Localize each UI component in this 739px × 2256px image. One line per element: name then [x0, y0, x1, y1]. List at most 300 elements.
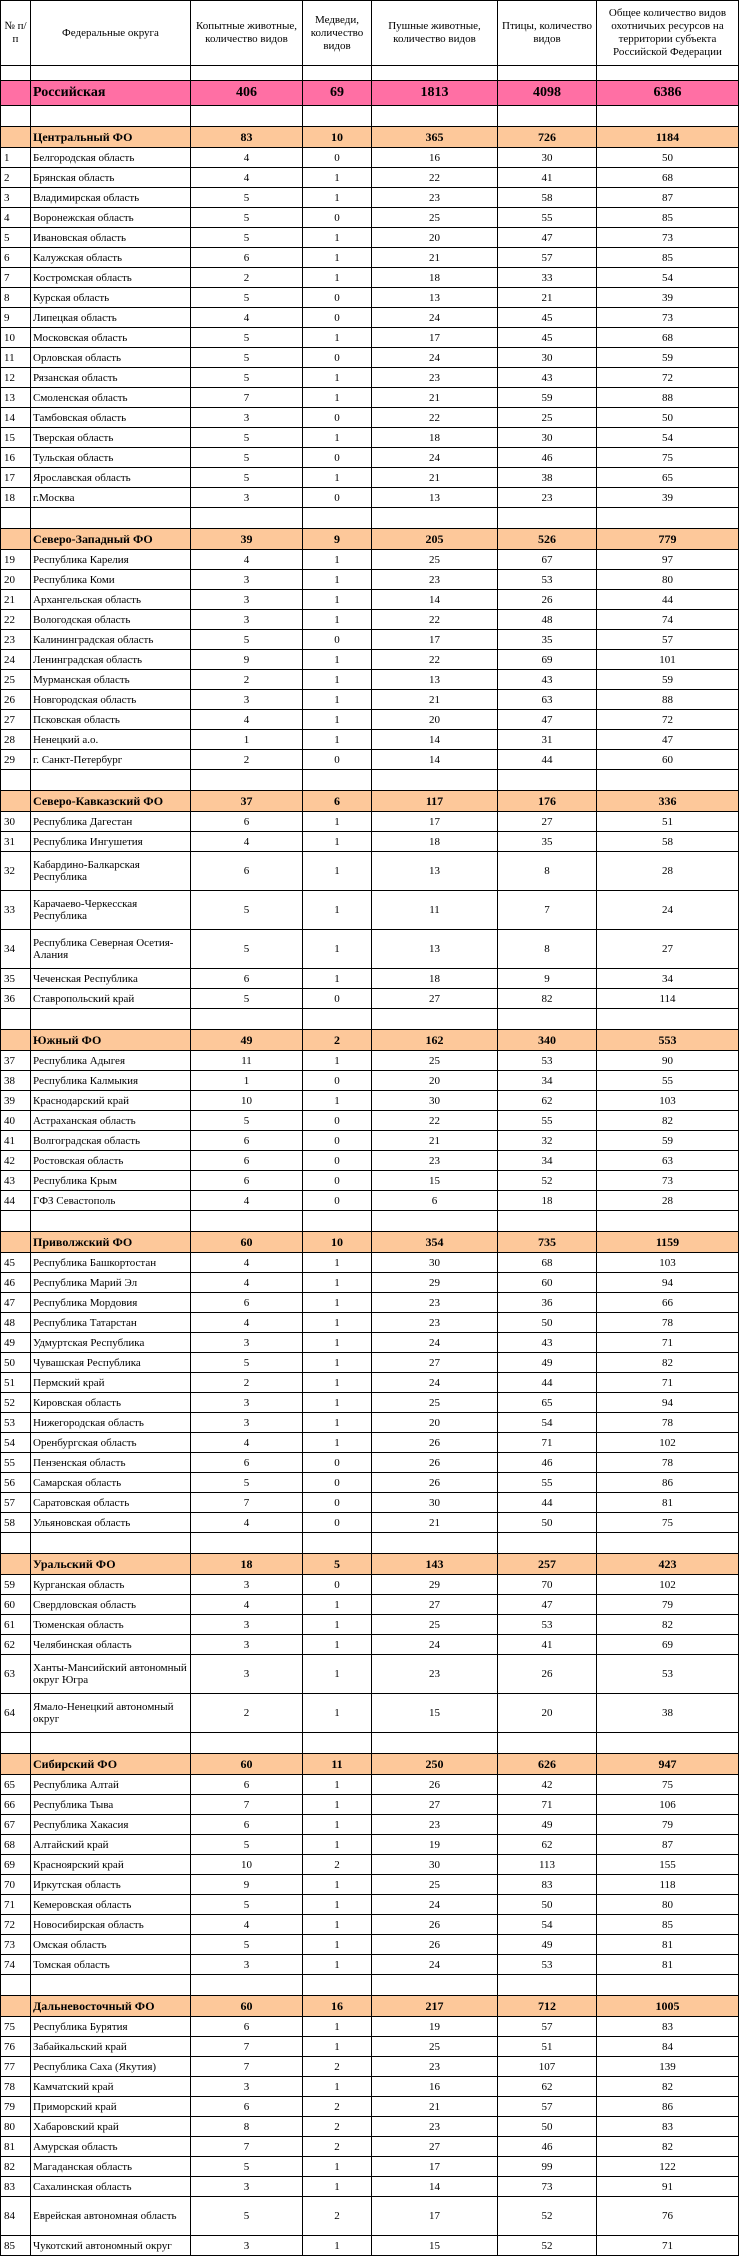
region-value: 24	[372, 308, 498, 328]
region-value: 54	[597, 268, 739, 288]
region-value: 49	[498, 1935, 597, 1955]
region-name: Республика Дагестан	[31, 812, 191, 832]
region-value: 74	[597, 610, 739, 630]
region-value: 13	[372, 488, 498, 508]
empty-cell	[303, 508, 372, 529]
region-name: Республика Татарстан	[31, 1313, 191, 1333]
region-row	[1, 2097, 739, 2117]
region-value: 4	[191, 308, 303, 328]
empty-cell	[372, 1009, 498, 1030]
district-value: 626	[498, 1754, 597, 1775]
region-value: 1	[303, 1433, 372, 1453]
row-number: 22	[1, 610, 31, 630]
region-value: 25	[372, 1875, 498, 1895]
district-value: 423	[597, 1554, 739, 1575]
region-value: 82	[597, 2077, 739, 2097]
region-name: Алтайский край	[31, 1835, 191, 1855]
district-value: 257	[498, 1554, 597, 1575]
region-value: 82	[498, 989, 597, 1009]
region-value: 20	[372, 710, 498, 730]
region-value: 1	[303, 610, 372, 630]
spacer-row	[1, 1009, 739, 1030]
region-value: 3	[191, 1635, 303, 1655]
region-value: 5	[191, 288, 303, 308]
empty-cell	[1, 127, 31, 148]
region-row	[1, 428, 739, 448]
region-value: 21	[372, 2097, 498, 2117]
empty-cell	[191, 508, 303, 529]
empty-cell	[498, 1975, 597, 1996]
region-value: 107	[498, 2057, 597, 2077]
region-row	[1, 590, 739, 610]
region-value: 3	[191, 408, 303, 428]
region-value: 1	[303, 812, 372, 832]
region-value: 1	[303, 590, 372, 610]
region-value: 34	[498, 1151, 597, 1171]
region-name: Пензенская область	[31, 1453, 191, 1473]
region-value: 4	[191, 1191, 303, 1211]
region-row	[1, 1333, 739, 1353]
region-row	[1, 1635, 739, 1655]
region-name: Республика Коми	[31, 570, 191, 590]
row-number: 38	[1, 1071, 31, 1091]
region-row	[1, 610, 739, 630]
row-number: 19	[1, 550, 31, 570]
region-value: 1	[303, 1915, 372, 1935]
region-value: 1	[303, 328, 372, 348]
region-value: 5	[191, 188, 303, 208]
region-value: 99	[498, 2157, 597, 2177]
region-name: Архангельская область	[31, 590, 191, 610]
region-value: 39	[597, 288, 739, 308]
district-value: 5	[303, 1554, 372, 1575]
empty-cell	[1, 1030, 31, 1051]
region-value: 0	[303, 448, 372, 468]
region-value: 22	[372, 168, 498, 188]
region-value: 5	[191, 2197, 303, 2236]
region-value: 82	[597, 1615, 739, 1635]
region-value: 71	[597, 1333, 739, 1353]
region-value: 4	[191, 148, 303, 168]
region-value: 4	[191, 832, 303, 852]
row-number: 37	[1, 1051, 31, 1071]
region-value: 75	[597, 1775, 739, 1795]
region-row	[1, 328, 739, 348]
region-name: Псковская область	[31, 710, 191, 730]
region-value: 49	[498, 1353, 597, 1373]
row-number: 3	[1, 188, 31, 208]
region-value: 36	[498, 1293, 597, 1313]
region-value: 3	[191, 1655, 303, 1694]
region-value: 55	[498, 208, 597, 228]
region-value: 1	[191, 1071, 303, 1091]
region-value: 6	[191, 248, 303, 268]
region-value: 5	[191, 1473, 303, 1493]
region-value: 41	[498, 168, 597, 188]
region-value: 25	[372, 208, 498, 228]
region-value: 34	[498, 1071, 597, 1091]
region-name: Рязанская область	[31, 368, 191, 388]
region-value: 23	[372, 1313, 498, 1333]
region-value: 50	[498, 1513, 597, 1533]
region-value: 27	[372, 1795, 498, 1815]
region-value: 3	[191, 488, 303, 508]
region-value: 0	[303, 348, 372, 368]
region-value: 1	[303, 1895, 372, 1915]
region-name: Республика Мордовия	[31, 1293, 191, 1313]
region-value: 1	[303, 1935, 372, 1955]
region-value: 54	[498, 1413, 597, 1433]
region-value: 24	[372, 1955, 498, 1975]
region-row	[1, 1071, 739, 1091]
region-value: 16	[372, 148, 498, 168]
district-value: 354	[372, 1232, 498, 1253]
empty-cell	[597, 1211, 739, 1232]
empty-cell	[597, 66, 739, 81]
region-row	[1, 1875, 739, 1895]
region-value: 4	[191, 1595, 303, 1615]
region-value: 87	[597, 1835, 739, 1855]
region-name: Белгородская область	[31, 148, 191, 168]
region-value: 6	[191, 2097, 303, 2117]
region-value: 72	[597, 368, 739, 388]
region-value: 31	[498, 730, 597, 750]
row-number: 24	[1, 650, 31, 670]
region-name: Брянская область	[31, 168, 191, 188]
empty-cell	[1, 1211, 31, 1232]
region-value: 0	[303, 1473, 372, 1493]
region-value: 80	[597, 570, 739, 590]
region-value: 3	[191, 1413, 303, 1433]
empty-cell	[597, 508, 739, 529]
region-value: 3	[191, 1575, 303, 1595]
region-value: 2	[303, 2137, 372, 2157]
region-value: 4	[191, 1273, 303, 1293]
region-value: 1	[303, 1313, 372, 1333]
region-name: Республика Ингушетия	[31, 832, 191, 852]
region-name: Камчатский край	[31, 2077, 191, 2097]
region-value: 5	[191, 368, 303, 388]
row-number: 8	[1, 288, 31, 308]
row-number: 13	[1, 388, 31, 408]
region-value: 1	[303, 1775, 372, 1795]
region-name: Кемеровская область	[31, 1895, 191, 1915]
row-number: 43	[1, 1171, 31, 1191]
region-value: 102	[597, 1575, 739, 1595]
region-row	[1, 368, 739, 388]
region-value: 28	[597, 852, 739, 891]
region-value: 1	[303, 1835, 372, 1855]
region-row	[1, 989, 739, 1009]
empty-cell	[191, 1975, 303, 1996]
region-value: 5	[191, 1895, 303, 1915]
region-row	[1, 2057, 739, 2077]
row-number: 61	[1, 1615, 31, 1635]
region-value: 71	[498, 1795, 597, 1815]
region-name: Забайкальский край	[31, 2037, 191, 2057]
district-name: Сибирский ФО	[31, 1754, 191, 1775]
region-row	[1, 2017, 739, 2037]
region-value: 44	[597, 590, 739, 610]
region-value: 6	[191, 1151, 303, 1171]
region-name: Ростовская область	[31, 1151, 191, 1171]
region-value: 5	[191, 328, 303, 348]
region-name: Республика Башкортостан	[31, 1253, 191, 1273]
region-value: 1	[303, 268, 372, 288]
region-value: 23	[372, 1293, 498, 1313]
region-value: 65	[498, 1393, 597, 1413]
row-number: 82	[1, 2157, 31, 2177]
region-value: 6	[191, 1815, 303, 1835]
region-value: 26	[372, 1453, 498, 1473]
region-value: 139	[597, 2057, 739, 2077]
region-value: 23	[498, 488, 597, 508]
region-value: 42	[498, 1775, 597, 1795]
region-value: 8	[191, 2117, 303, 2137]
region-value: 30	[498, 348, 597, 368]
region-row	[1, 1393, 739, 1413]
region-value: 85	[597, 208, 739, 228]
region-value: 2	[303, 2097, 372, 2117]
region-value: 17	[372, 630, 498, 650]
region-value: 44	[498, 750, 597, 770]
region-value: 32	[498, 1131, 597, 1151]
region-name: Чеченская Республика	[31, 969, 191, 989]
region-value: 0	[303, 1131, 372, 1151]
region-value: 35	[498, 630, 597, 650]
region-name: Республика Карелия	[31, 550, 191, 570]
region-value: 0	[303, 208, 372, 228]
empty-cell	[372, 106, 498, 127]
region-row	[1, 288, 739, 308]
region-value: 47	[498, 1595, 597, 1615]
region-value: 1	[303, 1875, 372, 1895]
region-value: 3	[191, 590, 303, 610]
region-value: 7	[191, 2037, 303, 2057]
region-value: 1	[303, 368, 372, 388]
region-value: 38	[498, 468, 597, 488]
region-value: 86	[597, 2097, 739, 2117]
region-name: Курская область	[31, 288, 191, 308]
region-row	[1, 832, 739, 852]
region-value: 30	[372, 1855, 498, 1875]
region-value: 53	[498, 1615, 597, 1635]
empty-cell	[1, 770, 31, 791]
empty-cell	[1, 508, 31, 529]
region-value: 4	[191, 710, 303, 730]
row-number: 23	[1, 630, 31, 650]
empty-cell	[31, 1009, 191, 1030]
region-value: 6	[191, 852, 303, 891]
region-value: 0	[303, 148, 372, 168]
empty-cell	[372, 770, 498, 791]
row-number: 54	[1, 1433, 31, 1453]
region-value: 6	[191, 969, 303, 989]
region-value: 41	[498, 1635, 597, 1655]
region-value: 3	[191, 570, 303, 590]
region-value: 3	[191, 2177, 303, 2197]
region-row	[1, 188, 739, 208]
region-value: 15	[372, 2236, 498, 2256]
region-row	[1, 1191, 739, 1211]
region-value: 50	[498, 2117, 597, 2137]
region-value: 5	[191, 468, 303, 488]
region-value: 24	[372, 348, 498, 368]
region-value: 1	[303, 1815, 372, 1835]
region-value: 57	[498, 2017, 597, 2037]
empty-cell	[1, 529, 31, 550]
region-value: 52	[498, 2236, 597, 2256]
row-number: 17	[1, 468, 31, 488]
region-value: 0	[303, 1191, 372, 1211]
region-name: г. Санкт-Петербург	[31, 750, 191, 770]
district-value: 2	[303, 1030, 372, 1051]
region-value: 11	[372, 891, 498, 930]
region-value: 1	[303, 969, 372, 989]
district-name: Южный ФО	[31, 1030, 191, 1051]
spacer-row	[1, 1733, 739, 1754]
region-name: Курганская область	[31, 1575, 191, 1595]
empty-cell	[31, 1211, 191, 1232]
region-name: Хабаровский край	[31, 2117, 191, 2137]
region-value: 0	[303, 1151, 372, 1171]
region-value: 53	[498, 1955, 597, 1975]
region-row	[1, 2137, 739, 2157]
region-row	[1, 1091, 739, 1111]
region-value: 26	[498, 1655, 597, 1694]
district-row	[1, 1232, 739, 1253]
row-number: 84	[1, 2197, 31, 2236]
region-value: 17	[372, 2157, 498, 2177]
region-name: Астраханская область	[31, 1111, 191, 1131]
region-value: 27	[372, 2137, 498, 2157]
region-value: 68	[498, 1253, 597, 1273]
region-row	[1, 930, 739, 969]
empty-cell	[303, 1533, 372, 1554]
region-row	[1, 408, 739, 428]
row-number: 10	[1, 328, 31, 348]
region-row	[1, 550, 739, 570]
region-value: 103	[597, 1253, 739, 1273]
region-value: 118	[597, 1875, 739, 1895]
region-row	[1, 1775, 739, 1795]
district-name: Северо-Кавказский ФО	[31, 791, 191, 812]
row-number: 28	[1, 730, 31, 750]
russia-value: 406	[191, 81, 303, 106]
region-row	[1, 630, 739, 650]
region-value: 82	[597, 1111, 739, 1131]
region-value: 9	[191, 650, 303, 670]
empty-cell	[31, 508, 191, 529]
region-row	[1, 730, 739, 750]
region-value: 0	[303, 488, 372, 508]
empty-cell	[498, 66, 597, 81]
district-value: 83	[191, 127, 303, 148]
region-row	[1, 228, 739, 248]
region-value: 0	[303, 308, 372, 328]
region-value: 16	[372, 2077, 498, 2097]
region-value: 3	[191, 2077, 303, 2097]
region-row	[1, 268, 739, 288]
row-number: 55	[1, 1453, 31, 1473]
empty-cell	[372, 1733, 498, 1754]
region-value: 27	[372, 989, 498, 1009]
header-bears: Медведи, количество видов	[303, 1, 372, 66]
region-name: Республика Алтай	[31, 1775, 191, 1795]
region-value: 86	[597, 1473, 739, 1493]
empty-cell	[31, 1733, 191, 1754]
region-name: Воронежская область	[31, 208, 191, 228]
row-number: 47	[1, 1293, 31, 1313]
region-row	[1, 1433, 739, 1453]
region-row	[1, 891, 739, 930]
region-value: 5	[191, 1353, 303, 1373]
region-row	[1, 448, 739, 468]
region-value: 14	[372, 2177, 498, 2197]
region-value: 67	[498, 550, 597, 570]
region-value: 7	[191, 1493, 303, 1513]
region-value: 82	[597, 1353, 739, 1373]
region-value: 6	[191, 1775, 303, 1795]
region-value: 53	[597, 1655, 739, 1694]
district-value: 1005	[597, 1996, 739, 2017]
region-value: 26	[372, 1473, 498, 1493]
region-value: 69	[498, 650, 597, 670]
row-number: 36	[1, 989, 31, 1009]
region-name: Оренбургская область	[31, 1433, 191, 1453]
region-name: Тверская область	[31, 428, 191, 448]
empty-cell	[597, 106, 739, 127]
region-name: Ямало-Ненецкий автономный округ	[31, 1694, 191, 1733]
row-number: 48	[1, 1313, 31, 1333]
region-value: 1	[303, 168, 372, 188]
district-row	[1, 1554, 739, 1575]
region-name: Новосибирская область	[31, 1915, 191, 1935]
row-number: 58	[1, 1513, 31, 1533]
district-row	[1, 1754, 739, 1775]
region-value: 1	[303, 468, 372, 488]
row-number: 56	[1, 1473, 31, 1493]
region-value: 5	[191, 1111, 303, 1131]
region-value: 6	[191, 2017, 303, 2037]
empty-cell	[303, 1009, 372, 1030]
region-value: 19	[372, 1835, 498, 1855]
region-name: Челябинская область	[31, 1635, 191, 1655]
region-name: Ханты-Мансийский автономный округ Югра	[31, 1655, 191, 1694]
region-value: 46	[498, 2137, 597, 2157]
row-number: 76	[1, 2037, 31, 2057]
region-value: 21	[372, 468, 498, 488]
district-value: 735	[498, 1232, 597, 1253]
row-number: 6	[1, 248, 31, 268]
region-value: 38	[597, 1694, 739, 1733]
empty-cell	[303, 770, 372, 791]
region-name: Ивановская область	[31, 228, 191, 248]
row-number: 9	[1, 308, 31, 328]
region-row	[1, 1694, 739, 1733]
empty-cell	[31, 1975, 191, 1996]
region-name: Тюменская область	[31, 1615, 191, 1635]
region-value: 5	[191, 930, 303, 969]
row-number: 50	[1, 1353, 31, 1373]
region-name: Костромская область	[31, 268, 191, 288]
row-number: 41	[1, 1131, 31, 1151]
region-value: 73	[597, 308, 739, 328]
region-row	[1, 1131, 739, 1151]
row-number: 78	[1, 2077, 31, 2097]
district-value: 60	[191, 1996, 303, 2017]
region-value: 14	[372, 730, 498, 750]
